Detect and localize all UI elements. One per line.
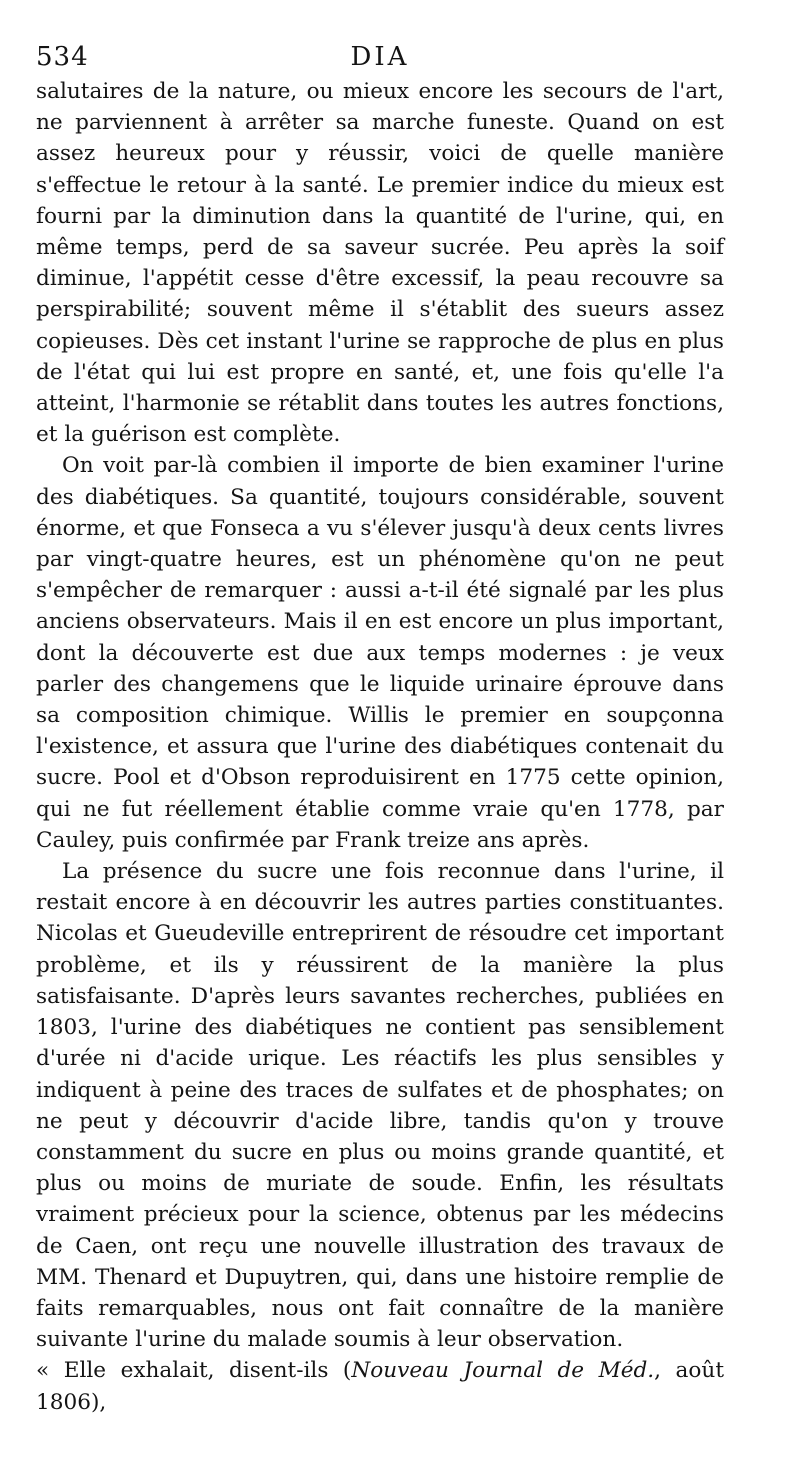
body-text (36, 76, 724, 1418)
book-page (36, 38, 724, 1418)
quotation-lead: « Elle exhalait, disent-ils ( (36, 1358, 352, 1384)
paragraph-continued: salutaires de la nature, ou mieux encore les secours de l'art, ne parviennent à arrêter sa marche funeste. Quand on est assez heureux pour y réussir, voici de quelle manière s'effectue le retour à la santé. Le premier indice du mieux est fourni par la diminution dans la quantité de l'urine, qui, en même temps, perd de sa saveur sucrée. Peu après la soif diminue, l'appétit cesse d'être excessif, la peau recouvre sa perspirabilité; souvent même il s'établit des sueurs assez copieuses. Dès cet instant l'urine se rapproche de plus en plus de l'état qui lui est propre en santé, et, une fois qu'elle l'a atteint, l'harmonie se rétablit dans toutes les autres fonctions, et la guérison est complète. (36, 79, 724, 448)
paragraph-chemical-analysis: La présence du sucre une fois reconnue dans l'urine, il restait encore à en découvrir les autres parties constituantes. Nicolas et Gueudeville entreprirent de résoudre cet important problème, et ils y réussirent de la manière la plus satisfaisante. D'après leurs savantes recherches, publiées en 1803, l'urine des diabétiques ne contient pas sensiblement d'urée ni d'acide urique. Les réactifs les plus sensibles y indiquent à peine des traces de sulfates et de phosphates; on ne peut y découvrir d'acide libre, tandis qu'on y trouve constamment du sucre en plus ou moins grande quantité, et plus ou moins de muriate de soude. Enfin, les résultats vraiment précieux pour la science, obtenus par les médecins de Caen, ont reçu une nouvelle illustration des travaux de MM. Thenard et Dupuytren, qui, dans une histoire remplie de faits remarquables, nous ont fait connaître de la manière suivante l'urine du malade soumis à leur observation. (36, 859, 724, 1353)
running-head: DIA (350, 42, 410, 72)
quotation-date: , août 1806), (36, 1358, 724, 1415)
journal-citation: Nouveau Journal de Méd. (351, 1358, 655, 1384)
paragraph-urine-examination: On voit par-là combien il importe de bien examiner l'urine des diabétiques. Sa quantité, toujours considérable, souvent énorme, et que Fonseca a vu s'élever jusqu'à deux cents livres par vingt-quatre heures, est un phénomène qu'on ne peut s'empêcher de remarquer : aussi a-t-il été signalé par les plus anciens observateurs. Mais il en est encore un plus important, dont la découverte est due aux temps modernes : je veux parler des changemens que le liquide urinaire éprouve dans sa composition chimique. Willis le premier en soupçonna l'existence, et assura que l'urine des diabétiques contenait du sucre. Pool et d'Obson reproduisirent en 1775 cette opinion, qui ne fut réellement établie comme vraie qu'en 1778, par Cauley, puis confirmée par Frank treize ans après. (36, 453, 724, 853)
paragraph-quotation-start (36, 1355, 724, 1417)
page-number: 534 (36, 42, 89, 72)
page-header (36, 38, 724, 76)
